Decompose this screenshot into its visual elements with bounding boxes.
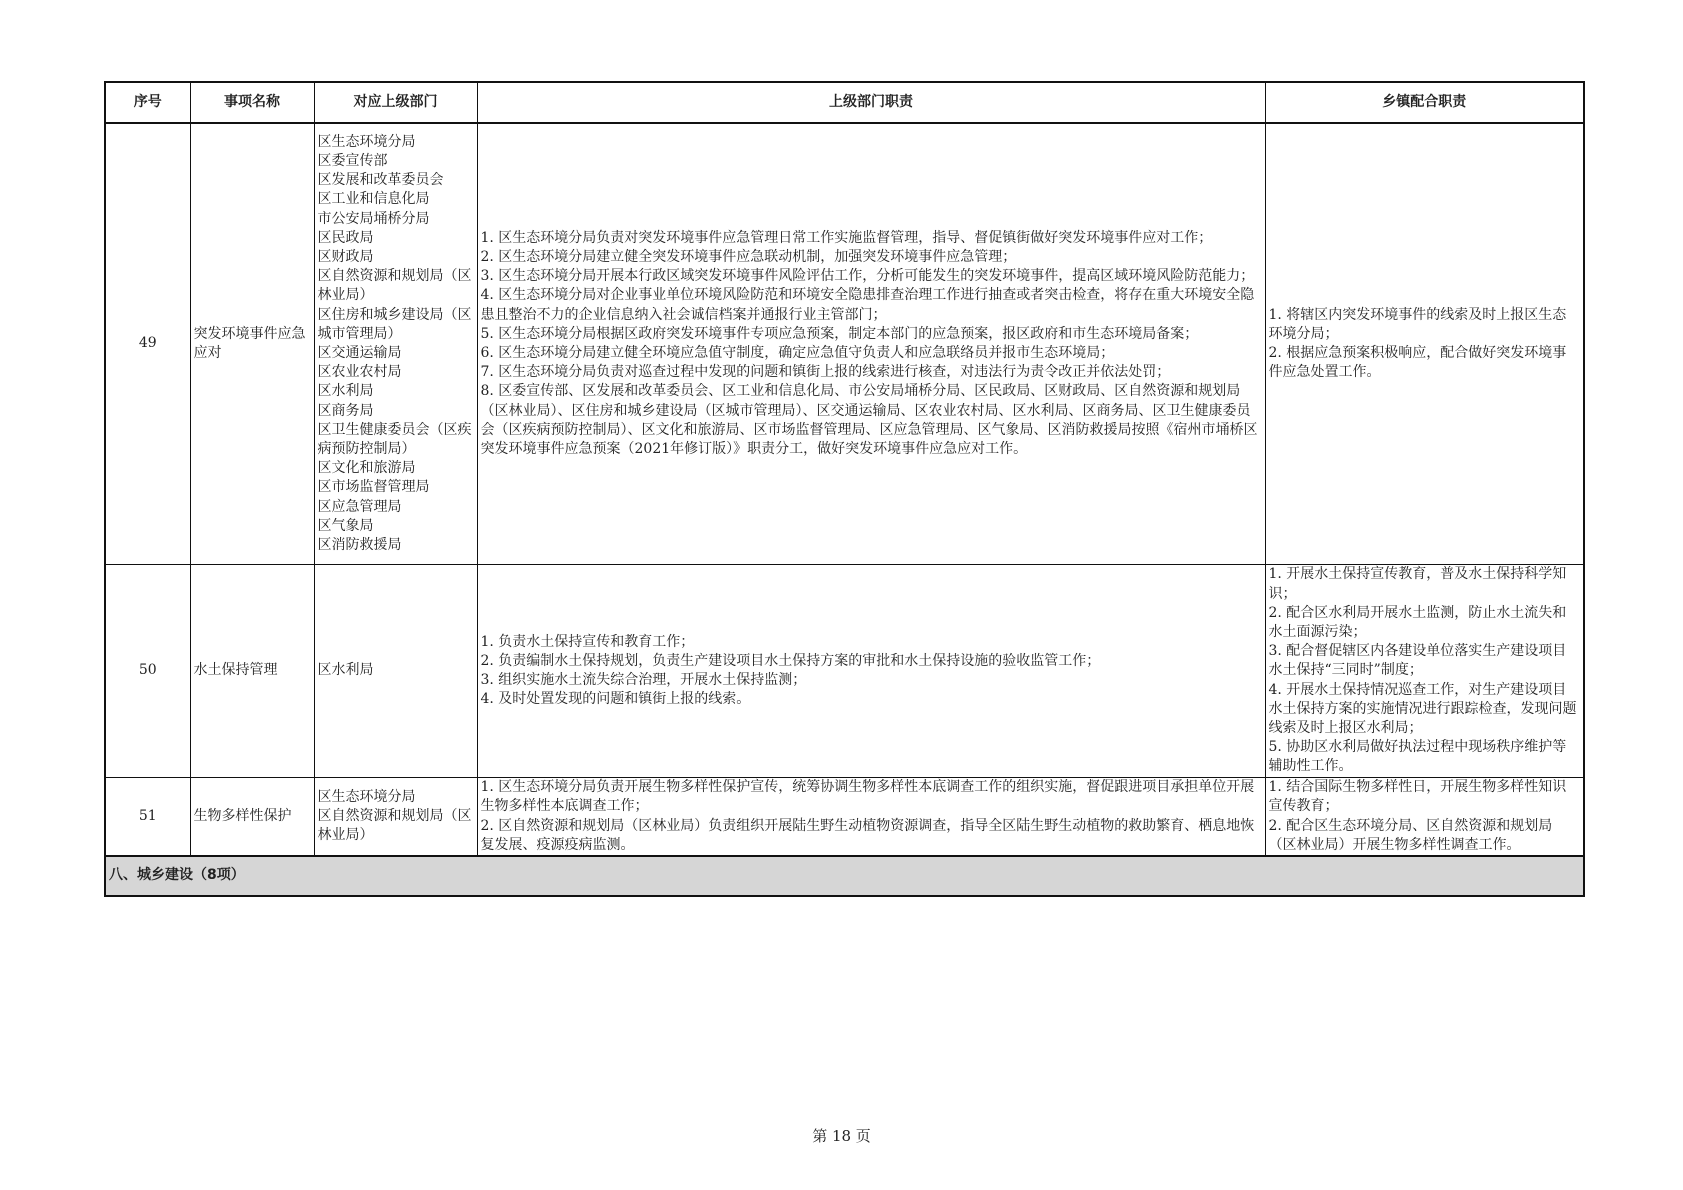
- row-no: 50: [105, 565, 190, 778]
- section-title: 八、城乡建设（8项）: [105, 856, 1584, 896]
- row-town-duties: [1265, 565, 1584, 778]
- page-number: 第 18 页: [812, 1127, 871, 1145]
- dept-item: 区消防救援局: [317, 537, 402, 554]
- table-row: [105, 565, 1584, 778]
- dept-item: 区文化和旅游局: [317, 460, 416, 477]
- dept-item: 区住房和城乡建设局（区城市管理局）: [317, 306, 472, 342]
- dept-item: 区应急管理局: [317, 498, 402, 515]
- superior-duty-item: 5. 区生态环境分局根据区政府突发环境事件专项应急预案，制定本部门的应急预案，报区政府和市生态环境局备案；: [480, 325, 1199, 342]
- row-name: 水土保持管理: [190, 565, 314, 778]
- row-superior-duties: [477, 778, 1265, 857]
- superior-duty-item: 3. 区生态环境分局开展本行政区域突发环境事件风险评估工作，分析可能发生的突发环境事件，提高区域环境风险防范能力；: [480, 268, 1255, 285]
- superior-duty-item: 6. 区生态环境分局建立健全环境应急值守制度，确定应急值守负责人和应急联络员并报市生态环境局；: [480, 345, 1115, 361]
- superior-duty-item: 2. 区生态环境分局建立健全突发环境事件应急联动机制，加强突发环境事件应急管理；: [480, 248, 1017, 265]
- dept-item: 区气象局: [317, 517, 374, 534]
- superior-duty-item: 2. 负责编制水土保持规划，负责生产建设项目水土保持方案的审批和水土保持设施的验收监管工作；: [480, 652, 1101, 669]
- dept-item: 区商务局: [317, 402, 374, 419]
- header-town-duty: 乡镇配合职责: [1265, 82, 1584, 123]
- dept-item: 区财政局: [317, 248, 374, 265]
- dept-item: 区水利局: [317, 383, 374, 400]
- superior-duty-item: 7. 区生态环境分局负责对巡查过程中发现的问题和镇街上报的线索进行核查，对违法行为责令改正并依法处罚；: [480, 364, 1171, 381]
- header-name: 事项名称: [190, 82, 314, 123]
- dept-item: 区生态环境分局: [317, 133, 416, 150]
- town-duty-item: 2. 配合区水利局开展水土监测，防止水土流失和水土面源污染；: [1268, 604, 1567, 640]
- row-town-duties: [1265, 778, 1584, 857]
- dept-item: 区卫生健康委员会（区疾病预防控制局）: [317, 421, 472, 458]
- row-no: 49: [105, 123, 190, 565]
- superior-duty-item: 4. 区生态环境分局对企业事业单位环境风险防范和环境安全隐患排查治理工作进行抽查或者突击检查，将存在重大环境安全隐患且整治不力的企业信息纳入社会诚信档案并通报行业主管部门；: [480, 287, 1255, 323]
- town-duty-item: 5. 协助区水利局做好执法过程中现场秩序维护等辅助性工作。: [1268, 739, 1567, 775]
- row-superior-duties: [477, 565, 1265, 778]
- row-depts: [314, 565, 477, 778]
- dept-item: 区交通运输局: [317, 345, 402, 361]
- section-row: [105, 856, 1584, 896]
- dept-item: 区发展和改革委员会: [317, 172, 444, 189]
- superior-duty-item: 1. 区生态环境分局负责开展生物多样性保护宣传，统筹协调生物多样性本底调查工作的组织实施，督促跟进项目承担单位开展生物多样性本底调查工作；: [480, 779, 1255, 815]
- superior-duty-item: 1. 负责水土保持宣传和教育工作；: [480, 633, 695, 650]
- row-depts: [314, 123, 477, 565]
- dept-item: 市公安局埇桥分局: [317, 210, 430, 227]
- dept-item: 区水利局: [317, 662, 374, 679]
- town-duty-item: 1. 将辖区内突发环境事件的线索及时上报区生态环境分局；: [1268, 306, 1567, 342]
- superior-duty-item: 8. 区委宣传部、区发展和改革委员会、区工业和信息化局、市公安局埇桥分局、区民政局、区财政局、区自然资源和规划局（区林业局）、区住房和城乡建设局（区城市管理局）、区交通运输局、区农业农村局、区水利局、区商务局、区卫生健康委员会（区疾病预防控制局）、区文化和旅游局、区市场监督管理局、区应急管理局、区气象局、区消防救援局按照《宿州市埇桥区突发环境事件应急预案（2021年修订版）》职责分工，做好突发环境事件应急应对工作。: [480, 383, 1258, 458]
- dept-item: 区工业和信息化局: [317, 191, 430, 208]
- dept-item: 区农业农村局: [317, 364, 402, 381]
- dept-item: 区自然资源和规划局（区林业局）: [317, 807, 472, 844]
- duty-table: [104, 81, 1585, 897]
- superior-duty-item: 1. 区生态环境分局负责对突发环境事件应急管理日常工作实施监督管理，指导、督促镇街做好突发环境事件应对工作；: [480, 229, 1213, 246]
- row-depts: [314, 778, 477, 857]
- town-duty-item: 3. 配合督促辖区内各建设单位落实生产建设项目水土保持“三同时”制度；: [1268, 643, 1567, 679]
- header-dept: 对应上级部门: [314, 82, 477, 123]
- row-superior-duties: [477, 123, 1265, 565]
- table-header-row: [105, 82, 1584, 123]
- town-duty-item: 2. 根据应急预案积极响应，配合做好突发环境事件应急处置工作。: [1268, 345, 1567, 381]
- header-superior-duty: 上级部门职责: [477, 82, 1265, 123]
- dept-item: 区生态环境分局: [317, 788, 416, 805]
- row-town-duties: [1265, 123, 1584, 565]
- row-name: 生物多样性保护: [190, 778, 314, 857]
- dept-item: 区市场监督管理局: [317, 479, 430, 496]
- town-duty-item: 2. 配合区生态环境分局、区自然资源和规划局（区林业局）开展生物多样性调查工作。: [1268, 817, 1553, 853]
- dept-item: 区自然资源和规划局（区林业局）: [317, 268, 472, 304]
- header-no: 序号: [105, 82, 190, 123]
- row-name: 突发环境事件应急应对: [190, 123, 314, 565]
- table-row: [105, 123, 1584, 565]
- superior-duty-item: 3. 组织实施水土流失综合治理，开展水土保持监测；: [480, 672, 807, 688]
- table-row: [105, 778, 1584, 857]
- row-no: 51: [105, 778, 190, 857]
- town-duty-item: 4. 开展水土保持情况巡查工作，对生产建设项目水土保持方案的实施情况进行跟踪检查，发现问题线索及时上报区水利局；: [1268, 681, 1577, 736]
- town-duty-item: 1. 开展水土保持宣传教育，普及水土保持科学知识；: [1268, 566, 1567, 602]
- superior-duty-item: 2. 区自然资源和规划局（区林业局）负责组织开展陆生野生动植物资源调查，指导全区陆生野生动植物的救助繁育、栖息地恢复发展、疫源疫病监测。: [480, 817, 1255, 853]
- dept-item: 区民政局: [317, 229, 374, 246]
- superior-duty-item: 4. 及时处置发现的问题和镇街上报的线索。: [480, 691, 751, 708]
- town-duty-item: 1. 结合国际生物多样性日，开展生物多样性知识宣传教育；: [1268, 779, 1567, 815]
- dept-item: 区委宣传部: [317, 152, 388, 169]
